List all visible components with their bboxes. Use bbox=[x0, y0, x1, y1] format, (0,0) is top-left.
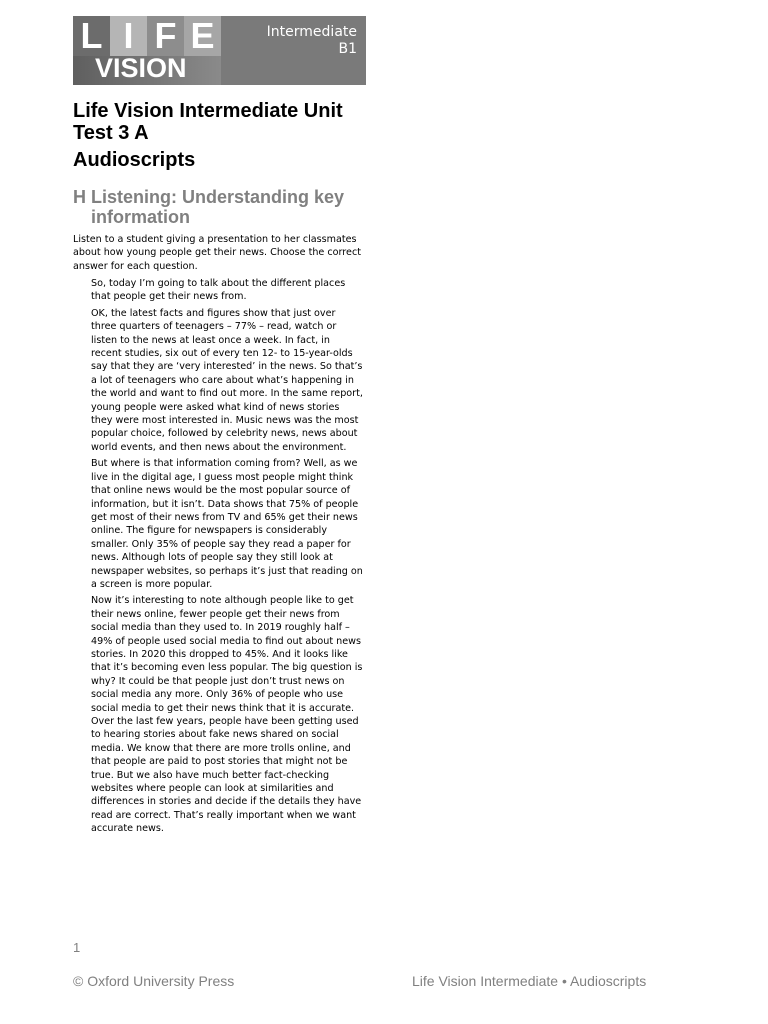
script-paragraph: So, today I’m going to talk about the different places that people get their news from. bbox=[91, 278, 346, 303]
level-label bbox=[267, 24, 357, 58]
script-paragraph: But where is that information coming from? Well, as we live in the digital age, I guess most people might think that online news would be the most popular source of information, but it isn’t. Data shows that 75% of people get most of their news from TV and 65% get their news online. The figure for newspapers is considerably smaller. Only 35% of people say they read a paper for news. Although lots of people say they still look at newspaper websites, so perhaps it’s just that reading on a screen is more popular. bbox=[91, 458, 363, 590]
script-paragraph: OK, the latest facts and figures show that just over three quarters of teenagers – 77% – read, watch or listen to the news at least once a week. In fact, in recent studies, six out of every ten 12- to 15-year-olds say that they are ‘very interested’ in the news. So that’s a lot of teenagers who care about what’s happening in the world and want to find out more. In the same report, young people were asked what kind of news stories they were most interested in. Music news was the most popular choice, followed by celebrity news, news about world events, and then news about the environment. bbox=[91, 307, 363, 453]
page-number: 1 bbox=[73, 940, 81, 955]
footer-copyright: © Oxford University Press bbox=[73, 973, 235, 989]
level-name: Intermediate bbox=[266, 24, 357, 40]
section-title: Listening: Understanding key information bbox=[91, 187, 345, 227]
header-banner bbox=[73, 16, 366, 85]
section-heading bbox=[73, 187, 373, 227]
page-title: Life Vision Intermediate Unit Test 3 A bbox=[73, 100, 343, 144]
logo-letter-tile: I bbox=[110, 16, 147, 56]
instructions: Listen to a student giving a presentation to her classmates about how young people get their news. Choose the correct answer for each question. bbox=[73, 234, 361, 272]
life-vision-logo bbox=[73, 16, 221, 85]
audioscript bbox=[91, 277, 363, 839]
level-code: B1 bbox=[338, 41, 357, 57]
logo-letter-tile: F bbox=[147, 16, 184, 56]
page-subtitle: Audioscripts bbox=[73, 149, 196, 171]
logo-letter-tile: L bbox=[73, 16, 110, 56]
logo-letter-tile: E bbox=[184, 16, 221, 56]
footer-document-title: Life Vision Intermediate • Audioscripts bbox=[412, 973, 647, 989]
section-letter: H bbox=[73, 187, 86, 207]
script-paragraph: Now it’s interesting to note although people like to get their news online, fewer people get their news from social media than they used to. In 2019 roughly half – 49% of people used social media to find out about news stories. In 2020 this dropped to 45%. And it looks like that it’s becoming even less popular. The big question is why? It could be that people just don’t trust news on social media any more. Only 36% of people who use social media to get their news think that it is accurate. Over the last few years, people have been getting used to hearing stories about fake news shared on social media. We know that there are more trolls online, and that people are paid to post stories that might not be true. But we also have much better fact-checking websites where people can look at similarities and differences in stories and decide if the details they have read are correct. That’s really important when we want accurate news. bbox=[91, 595, 363, 835]
logo-word: VISION bbox=[95, 53, 187, 83]
